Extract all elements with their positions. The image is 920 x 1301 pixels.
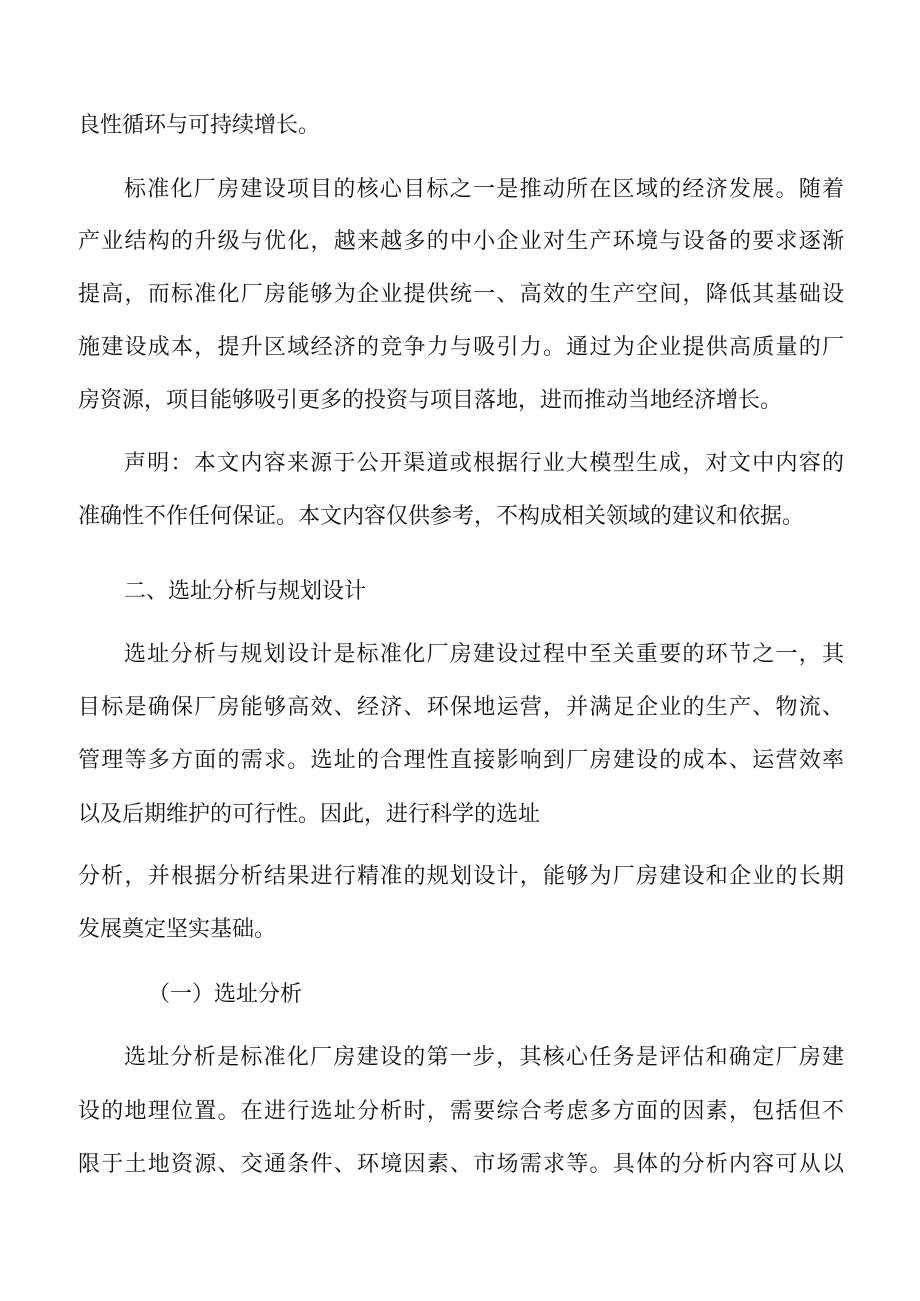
paragraph-line: 标准化厂房建设项目的核心目标之一是推动所在区域的经济发展。随着 [124,177,844,202]
paragraph-line: 房资源，项目能够吸引更多的投资与项目落地，进而推动当地经济增长。 [78,388,783,413]
section-heading: 二、选址分析与规划设计 [124,579,367,604]
paragraph-line: 选址分析是标准化厂房建设的第一步，其核心任务是评估和确定厂房建 [124,1045,844,1070]
paragraph-line: 管理等多方面的需求。选址的合理性直接影响到厂房建设的成本、运营效率 [78,748,844,773]
paragraph-line: 产业结构的升级与优化，越来越多的中小企业对生产环境与设备的要求逐渐 [78,229,844,254]
paragraph-line: 以及后期维护的可行性。因此，进行科学的选址 [78,802,541,827]
paragraph-line: 限于土地资源、交通条件、环境因素、市场需求等。具体的分析内容可从以 [78,1152,844,1177]
paragraph-line: 分析，并根据分析结果进行精准的规划设计，能够为厂房建设和企业的长期 [78,864,844,889]
paragraph-line: 目标是确保厂房能够高效、经济、环保地运营，并满足企业的生产、物流、 [78,695,844,720]
paragraph-line: 发展奠定坚实基础。 [78,917,277,942]
disclaimer-line: 准确性不作任何保证。本文内容仅供参考，不构成相关领域的建议和依据。 [78,504,805,529]
paragraph-line: 设的地理位置。在进行选址分析时，需要综合考虑多方面的因素，包括但不 [78,1099,844,1124]
disclaimer-line: 声明：本文内容来源于公开渠道或根据行业大模型生成，对文中内容的 [124,451,844,476]
paragraph-line: 良性循环与可持续增长。 [78,113,321,138]
paragraph-line: 选址分析与规划设计是标准化厂房建设过程中至关重要的环节之一，其 [124,642,844,667]
paragraph-line: 施建设成本，提升区域经济的竞争力与吸引力。通过为企业提供高质量的厂 [78,335,844,360]
paragraph-line: 提高，而标准化厂房能够为企业提供统一、高效的生产空间，降低其基础设 [78,282,844,307]
subsection-heading: （一）选址分析 [148,982,303,1007]
